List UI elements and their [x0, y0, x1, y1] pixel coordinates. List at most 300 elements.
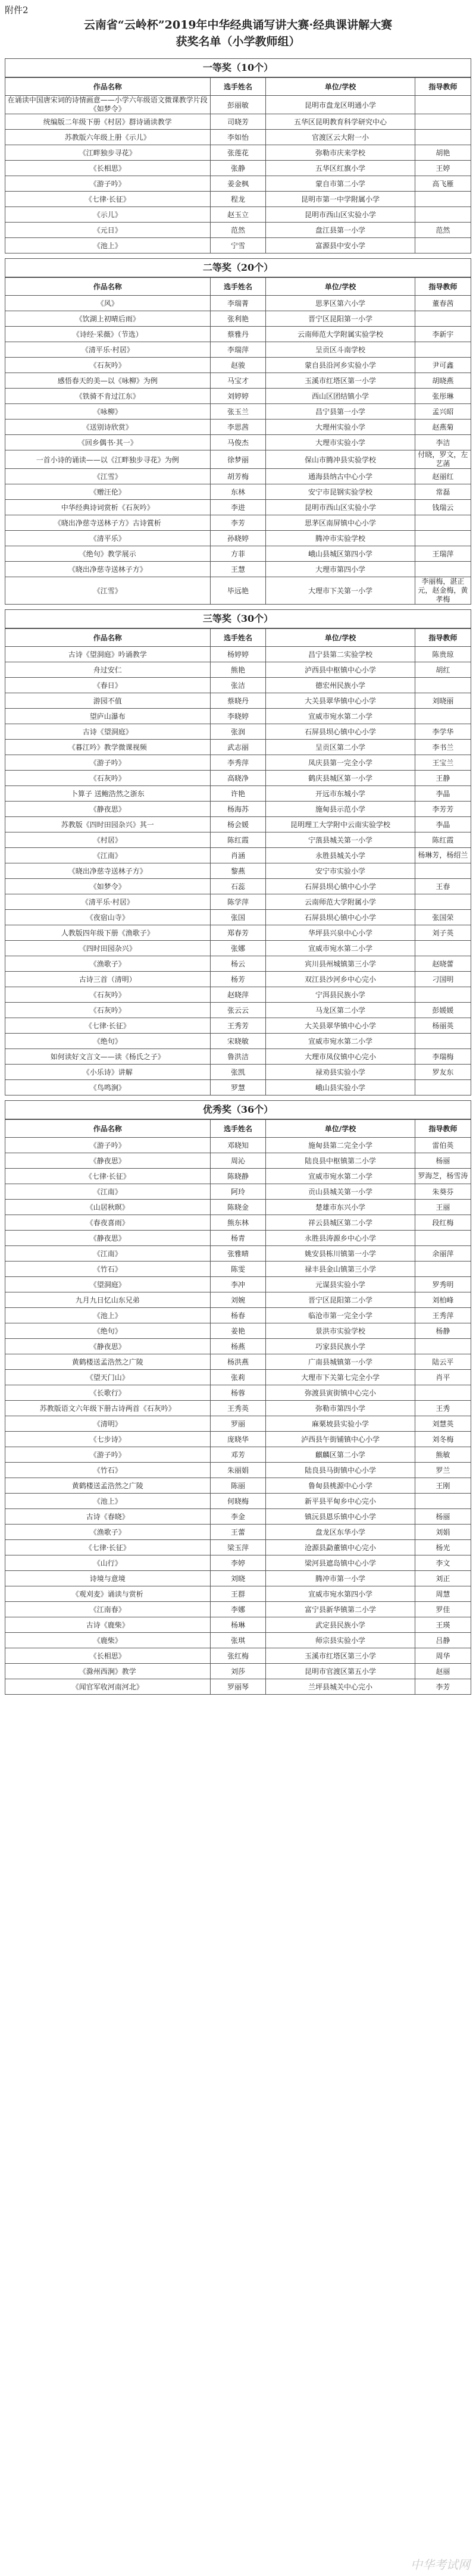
table-row — [5, 1494, 471, 1509]
contestant-name-cell: 张洁 — [210, 678, 266, 693]
contestant-name-cell: 马宝才 — [210, 373, 266, 389]
advisor-cell: 李书兰 — [415, 740, 471, 755]
contestant-name-cell: 李晓婷 — [210, 709, 266, 724]
work-title-cell: 《绝句》 — [5, 1034, 210, 1049]
award-level-heading: 三等奖（30个） — [5, 610, 471, 628]
contestant-name-cell: 高晓净 — [210, 771, 266, 786]
school-cell: 禄丰县金山镇第三小学 — [266, 1262, 415, 1277]
advisor-cell — [415, 192, 471, 207]
work-title-cell: 《小乐诗》讲解 — [5, 1065, 210, 1080]
table-row — [5, 562, 471, 577]
work-title-cell: 古诗《鹿柴》 — [5, 1617, 210, 1633]
advisor-cell — [415, 311, 471, 327]
advisor-cell: 李晶 — [415, 817, 471, 832]
school-cell: 元谋县实验小学 — [266, 1277, 415, 1292]
advisor-cell — [415, 987, 471, 1003]
school-cell: 安宁市昆钢实验学校 — [266, 484, 415, 500]
table-row — [5, 577, 471, 605]
table-row — [5, 832, 471, 848]
award-table — [5, 277, 471, 605]
work-title-cell: 《绝句》 — [5, 1323, 210, 1339]
school-cell: 弥勒市第四小学 — [266, 1401, 415, 1416]
table-row — [5, 1308, 471, 1323]
contestant-name-cell: 朱丽娟 — [210, 1463, 266, 1478]
contestant-name-cell: 杨婷婷 — [210, 647, 266, 662]
advisor-cell: 王秀萍 — [415, 1308, 471, 1323]
contestant-name-cell: 杨青 — [210, 1231, 266, 1246]
school-cell: 鹤庆县城区第一小学 — [266, 771, 415, 786]
table-row — [5, 678, 471, 693]
advisor-cell: 李晶 — [415, 786, 471, 802]
school-cell: 思茅区第六小学 — [266, 296, 415, 311]
advisor-cell: 张彤琳 — [415, 389, 471, 404]
table-row — [5, 145, 471, 161]
advisor-cell: 王秀 — [415, 1401, 471, 1416]
contestant-name-cell: 鲁洪洁 — [210, 1049, 266, 1065]
contestant-name-cell: 徐梦丽 — [210, 450, 266, 469]
contestant-name-cell: 杨云 — [210, 956, 266, 972]
advisor-cell: 李洁 — [415, 435, 471, 450]
advisor-cell: 罗兰 — [415, 1463, 471, 1478]
school-cell: 祥云县城区第二小学 — [266, 1215, 415, 1231]
advisor-cell — [415, 678, 471, 693]
work-title-cell: 《夜宿山寺》 — [5, 910, 210, 925]
contestant-name-cell: 熊艳 — [210, 662, 266, 678]
work-title-cell: 《池上》 — [5, 238, 210, 253]
school-cell: 陆良县中枢镇第二小学 — [266, 1153, 415, 1169]
school-cell: 五华区昆明教育科学研究中心 — [266, 114, 415, 130]
table-row — [5, 1385, 471, 1401]
table-row — [5, 450, 471, 469]
school-cell: 蒙自县沿河乡实验小学 — [266, 358, 415, 373]
table-row — [5, 941, 471, 956]
contestant-name-cell: 姜艳 — [210, 1323, 266, 1339]
table-row — [5, 848, 471, 863]
advisor-cell: 刘晓丽 — [415, 693, 471, 709]
work-title-cell: 《七律·长征》 — [5, 1169, 210, 1184]
work-title-cell: 《游子吟》 — [5, 176, 210, 192]
advisor-cell: 赵晓蕾 — [415, 956, 471, 972]
award-level-heading: 优秀奖（36个） — [5, 1101, 471, 1119]
table-row — [5, 1339, 471, 1354]
award-section — [5, 58, 471, 253]
school-cell: 蒙自市第二小学 — [266, 176, 415, 192]
contestant-name-cell: 李金 — [210, 1509, 266, 1525]
contestant-name-cell: 邓芳 — [210, 1447, 266, 1463]
contestant-name-cell: 陈晓静 — [210, 1169, 266, 1184]
work-title-cell: 舟过安仁 — [5, 662, 210, 678]
contestant-name-cell: 张静 — [210, 161, 266, 176]
school-cell: 宁洱县民族小学 — [266, 987, 415, 1003]
attachment-label: 附件2 — [5, 5, 29, 15]
award-sections — [5, 58, 471, 1695]
work-title-cell: 《鹿柴》 — [5, 1633, 210, 1648]
work-title-cell: 《池上》 — [5, 1308, 210, 1323]
advisor-cell — [415, 1231, 471, 1246]
school-cell: 思茅区南屏镇中心小学 — [266, 515, 415, 531]
school-cell: 大理市凤仪镇中心完小 — [266, 1049, 415, 1065]
table-row — [5, 1463, 471, 1478]
work-title-cell: 《静夜思》 — [5, 1231, 210, 1246]
work-title-cell: 《晓出净慈寺送林子方》 — [5, 562, 210, 577]
table-row — [5, 1416, 471, 1432]
award-section — [5, 609, 471, 1095]
school-cell: 昆明市西山区实验小学 — [266, 207, 415, 223]
school-cell: 晋宁区昆阳第二小学 — [266, 1292, 415, 1308]
table-row — [5, 342, 471, 358]
contestant-name-cell: 赵晓萍 — [210, 987, 266, 1003]
advisor-cell: 罗海芝，杨雪涛 — [415, 1169, 471, 1184]
work-title-cell: 《望洞庭》 — [5, 1277, 210, 1292]
contestant-name-cell: 王群 — [210, 1586, 266, 1602]
contestant-name-cell: 宋晓敏 — [210, 1034, 266, 1049]
advisor-cell: 赵丽 — [415, 1664, 471, 1679]
advisor-cell: 熊敏 — [415, 1447, 471, 1463]
column-header: 作品名称 — [5, 278, 210, 296]
table-row — [5, 1080, 471, 1095]
column-header: 单位/学校 — [266, 78, 415, 96]
school-cell: 呈贡区第二小学 — [266, 740, 415, 755]
table-row — [5, 1262, 471, 1277]
work-title-cell: 《游子吟》 — [5, 1138, 210, 1153]
contestant-name-cell: 李娜 — [210, 1602, 266, 1617]
work-title-cell: 《七律·长征》 — [5, 1018, 210, 1034]
contestant-name-cell: 张红梅 — [210, 1648, 266, 1664]
work-title-cell: 望庐山瀑布 — [5, 709, 210, 724]
school-cell: 宣威市宛水第二小学 — [266, 1169, 415, 1184]
school-cell: 师宗县实验小学 — [266, 1633, 415, 1648]
contestant-name-cell: 蔡晓丹 — [210, 693, 266, 709]
work-title-cell: 《鸟鸣涧》 — [5, 1080, 210, 1095]
contestant-name-cell: 杨洪燕 — [210, 1354, 266, 1370]
advisor-cell: 杨静 — [415, 1323, 471, 1339]
table-row — [5, 207, 471, 223]
award-level-heading: 一等奖（10个） — [5, 59, 471, 77]
advisor-cell: 朱葵芬 — [415, 1184, 471, 1200]
advisor-cell: 李瑞梅 — [415, 1049, 471, 1065]
work-title-cell: 《江南春》 — [5, 1602, 210, 1617]
advisor-cell — [415, 1080, 471, 1095]
advisor-cell — [415, 1494, 471, 1509]
work-title-cell: 《山居秋暝》 — [5, 1200, 210, 1215]
table-row — [5, 296, 471, 311]
advisor-cell: 吕静 — [415, 1633, 471, 1648]
work-title-cell: 《绝句》教学展示 — [5, 546, 210, 562]
advisor-cell — [415, 894, 471, 910]
contestant-name-cell: 杨琳 — [210, 1617, 266, 1633]
table-row — [5, 327, 471, 342]
work-title-cell: 苏教版六年级上册《示儿》 — [5, 130, 210, 145]
contestant-name-cell: 孙晓婷 — [210, 531, 266, 546]
work-title-cell: 《晓出净慈寺送林子方》古诗賞析 — [5, 515, 210, 531]
table-row — [5, 786, 471, 802]
contestant-name-cell: 李秀萍 — [210, 755, 266, 771]
column-header: 作品名称 — [5, 629, 210, 647]
table-row — [5, 192, 471, 207]
work-title-cell: 《竹石》 — [5, 1463, 210, 1478]
contestant-name-cell: 胡芳梅 — [210, 469, 266, 484]
school-cell: 呈贡区斗南学校 — [266, 342, 415, 358]
school-cell: 德宏州民族小学 — [266, 678, 415, 693]
school-cell: 大关县翠华镇中心小学 — [266, 693, 415, 709]
contestant-name-cell: 陈晓金 — [210, 1200, 266, 1215]
school-cell: 贡山县城关第一小学 — [266, 1184, 415, 1200]
advisor-cell: 雷伯英 — [415, 1138, 471, 1153]
table-row — [5, 1447, 471, 1463]
contestant-name-cell: 李思茜 — [210, 420, 266, 435]
advisor-cell: 李文 — [415, 1555, 471, 1571]
school-cell: 武定县民族小学 — [266, 1617, 415, 1633]
contestant-name-cell: 李如怡 — [210, 130, 266, 145]
advisor-cell: 钱瑞云 — [415, 500, 471, 515]
advisor-cell: 杨丽 — [415, 1153, 471, 1169]
contestant-name-cell: 东林 — [210, 484, 266, 500]
advisor-cell: 余丽萍 — [415, 1246, 471, 1262]
table-row — [5, 1664, 471, 1679]
advisor-cell — [415, 562, 471, 577]
table-row — [5, 1648, 471, 1664]
award-level-heading: 二等奖（20个） — [5, 259, 471, 277]
contestant-name-cell: 刘婷婷 — [210, 389, 266, 404]
contestant-name-cell: 张玉兰 — [210, 404, 266, 420]
work-title-cell: 《长相思》 — [5, 1648, 210, 1664]
table-row — [5, 1292, 471, 1308]
school-cell: 昆明市盘龙区明通小学 — [266, 96, 415, 114]
contestant-name-cell: 彭丽敏 — [210, 96, 266, 114]
advisor-cell: 刘正 — [415, 1571, 471, 1586]
advisor-cell — [415, 1034, 471, 1049]
school-cell: 宾川县州城镇第三小学 — [266, 956, 415, 972]
work-title-cell: 《赠汪伦》 — [5, 484, 210, 500]
advisor-cell: 肖平 — [415, 1370, 471, 1385]
contestant-name-cell: 赵骏 — [210, 358, 266, 373]
table-row — [5, 1633, 471, 1648]
work-title-cell: 《风》 — [5, 296, 210, 311]
column-header: 单位/学校 — [266, 1120, 415, 1138]
advisor-cell: 刘娟 — [415, 1525, 471, 1540]
table-row — [5, 435, 471, 450]
table-row — [5, 1540, 471, 1555]
school-cell: 麒麟区第二小学 — [266, 1447, 415, 1463]
school-cell: 昆明市官渡区第五小学 — [266, 1664, 415, 1679]
school-cell: 石屏县坝心镇中心小学 — [266, 724, 415, 740]
document-subtitle: 获奖名单（小学教师组） — [176, 35, 300, 48]
contestant-name-cell: 李瑞萍 — [210, 342, 266, 358]
work-title-cell: 《游子吟》 — [5, 1447, 210, 1463]
contestant-name-cell: 赵玉立 — [210, 207, 266, 223]
contestant-name-cell: 杨芳 — [210, 972, 266, 987]
table-row — [5, 1525, 471, 1540]
school-cell: 临沧市第一完全小学 — [266, 1308, 415, 1323]
table-row — [5, 515, 471, 531]
advisor-cell: 周华 — [415, 1648, 471, 1664]
school-cell: 禄劝县实验小学 — [266, 1065, 415, 1080]
work-title-cell: 《示儿》 — [5, 207, 210, 223]
contestant-name-cell: 张利艳 — [210, 311, 266, 327]
advisor-cell — [415, 531, 471, 546]
table-row — [5, 1602, 471, 1617]
work-title-cell: 《四时田园杂兴》 — [5, 941, 210, 956]
work-title-cell: 《村居》 — [5, 832, 210, 848]
advisor-cell: 范然 — [415, 223, 471, 238]
table-row — [5, 1215, 471, 1231]
advisor-cell: 罗友东 — [415, 1065, 471, 1080]
advisor-cell: 李芳芳 — [415, 802, 471, 817]
work-title-cell: 《长歌行》 — [5, 1385, 210, 1401]
school-cell: 凤庆县第一完全小学 — [266, 755, 415, 771]
advisor-cell: 罗佳 — [415, 1602, 471, 1617]
contestant-name-cell: 司晓芳 — [210, 114, 266, 130]
table-row — [5, 1277, 471, 1292]
table-row — [5, 114, 471, 130]
column-header: 指导教师 — [415, 1120, 471, 1138]
document-title: 云南省“云岭杯”2019年中华经典诵写讲大赛·经典课讲解大赛 — [83, 18, 393, 32]
advisor-cell: 赵丽红 — [415, 469, 471, 484]
table-row — [5, 662, 471, 678]
advisor-cell: 胡红 — [415, 662, 471, 678]
table-row — [5, 1049, 471, 1065]
work-title-cell: 《清平乐》 — [5, 531, 210, 546]
table-row — [5, 1354, 471, 1370]
work-title-cell: 《七律·长征》 — [5, 1540, 210, 1555]
site-watermark: 中华考试网 — [411, 2558, 470, 2572]
school-cell: 大理市下关第一小学 — [266, 577, 415, 605]
school-cell: 宁蒗县城关第一小学 — [266, 832, 415, 848]
column-header: 指导教师 — [415, 278, 471, 296]
work-title-cell: 古诗三首（清明） — [5, 972, 210, 987]
advisor-cell — [415, 114, 471, 130]
work-title-cell: 《晓出净慈寺送林子方》 — [5, 863, 210, 879]
column-header: 指导教师 — [415, 629, 471, 647]
work-title-cell: 《如梦令》 — [5, 879, 210, 894]
school-cell: 石屏县坝心镇中心小学 — [266, 910, 415, 925]
school-cell: 西山区团结镇小学 — [266, 389, 415, 404]
column-header: 作品名称 — [5, 1120, 210, 1138]
school-cell: 玉溪市红塔区第三小学 — [266, 1648, 415, 1664]
contestant-name-cell: 杨海苏 — [210, 802, 266, 817]
contestant-name-cell: 姜金枫 — [210, 176, 266, 192]
table-row — [5, 1231, 471, 1246]
advisor-cell: 王刚 — [415, 1478, 471, 1494]
advisor-cell: 王瑛 — [415, 1617, 471, 1633]
work-title-cell: 《江南》 — [5, 1184, 210, 1200]
contestant-name-cell: 黎燕 — [210, 863, 266, 879]
table-row — [5, 1169, 471, 1184]
award-table — [5, 1119, 471, 1695]
work-title-cell: 黄鹤楼送孟浩然之广陵 — [5, 1478, 210, 1494]
work-title-cell: 《江雪》 — [5, 469, 210, 484]
table-row — [5, 1401, 471, 1416]
work-title-cell: 《铁骑不肯过江东》 — [5, 389, 210, 404]
school-cell: 大理市下关第七完全小学 — [266, 1370, 415, 1385]
school-cell: 兰坪县城关中心完小 — [266, 1679, 415, 1695]
work-title-cell: 《江南》 — [5, 1246, 210, 1262]
school-cell: 腾冲市实验学校 — [266, 531, 415, 546]
work-title-cell: 《饮湖上初晴后雨》 — [5, 311, 210, 327]
work-title-cell: 《池上》 — [5, 1494, 210, 1509]
advisor-cell: 刘慧英 — [415, 1416, 471, 1432]
school-cell: 广南县城镇第一小学 — [266, 1354, 415, 1370]
school-cell: 晋宁区昆阳第一小学 — [266, 311, 415, 327]
school-cell: 施甸县第二完全小学 — [266, 1138, 415, 1153]
table-row — [5, 176, 471, 192]
table-row — [5, 1138, 471, 1153]
advisor-cell: 胡晓燕 — [415, 373, 471, 389]
table-row — [5, 647, 471, 662]
table-row — [5, 420, 471, 435]
contestant-name-cell: 郑春芳 — [210, 925, 266, 941]
advisor-cell: 王婷 — [415, 161, 471, 176]
column-header: 单位/学校 — [266, 278, 415, 296]
advisor-cell: 赵燕菊 — [415, 420, 471, 435]
school-cell: 大理市第四小学 — [266, 562, 415, 577]
advisor-cell: 刁国明 — [415, 972, 471, 987]
work-title-cell: 古诗《望洞庭》 — [5, 724, 210, 740]
school-cell: 永胜县涛源乡中心小学 — [266, 1231, 415, 1246]
contestant-name-cell: 王慧 — [210, 562, 266, 577]
table-row — [5, 311, 471, 327]
school-cell: 施甸县示范小学 — [266, 802, 415, 817]
work-title-cell: 《渔歌子》 — [5, 1525, 210, 1540]
table-row — [5, 693, 471, 709]
school-cell: 安宁市实验小学 — [266, 863, 415, 879]
advisor-cell — [415, 1262, 471, 1277]
contestant-name-cell: 蔡雅丹 — [210, 327, 266, 342]
contestant-name-cell: 何晓梅 — [210, 1494, 266, 1509]
school-cell: 景洪市实验学校 — [266, 1323, 415, 1339]
advisor-cell: 罗秀明 — [415, 1277, 471, 1292]
advisor-cell: 王春 — [415, 879, 471, 894]
school-cell: 云南师范大学附属小学 — [266, 894, 415, 910]
contestant-name-cell: 陈丽 — [210, 1478, 266, 1494]
contestant-name-cell: 刘莎 — [210, 1664, 266, 1679]
school-cell: 盘江县第一小学 — [266, 223, 415, 238]
work-title-cell: 黄鹤楼送孟浩然之广陵 — [5, 1354, 210, 1370]
table-row — [5, 1034, 471, 1049]
table-row — [5, 1586, 471, 1602]
school-cell: 大关县翠华镇中心小学 — [266, 1018, 415, 1034]
school-cell: 宣威市宛水第四小学 — [266, 1586, 415, 1602]
work-title-cell: 感悟春天的美—以《咏柳》为例 — [5, 373, 210, 389]
work-title-cell: 《诗经·采薇》（节选） — [5, 327, 210, 342]
contestant-name-cell: 毕远艳 — [210, 577, 266, 605]
column-header: 选手姓名 — [210, 278, 266, 296]
work-title-cell: 《竹石》 — [5, 1262, 210, 1277]
work-title-cell: 《石灰吟》 — [5, 358, 210, 373]
advisor-cell: 董春茜 — [415, 296, 471, 311]
table-header-row — [5, 78, 471, 96]
school-cell: 昆明市第一中学附属小学 — [266, 192, 415, 207]
school-cell: 腾冲市第一小学 — [266, 1571, 415, 1586]
contestant-name-cell: 邓晓知 — [210, 1138, 266, 1153]
contestant-name-cell: 陈学萍 — [210, 894, 266, 910]
contestant-name-cell: 李婷 — [210, 1555, 266, 1571]
work-title-cell: 在诵读中国唐宋词的诗情画意——小学六年级语文微课教学片段《如梦令》 — [5, 96, 210, 114]
contestant-name-cell: 张莉 — [210, 1370, 266, 1385]
contestant-name-cell: 肖涵 — [210, 848, 266, 863]
table-row — [5, 469, 471, 484]
award-table — [5, 628, 471, 1095]
school-cell: 玉溪市红塔区第一小学 — [266, 373, 415, 389]
table-row — [5, 373, 471, 389]
work-title-cell: 《石灰吟》 — [5, 1003, 210, 1018]
work-title-cell: 《清平乐·村居》 — [5, 894, 210, 910]
work-title-cell: 《元日》 — [5, 223, 210, 238]
contestant-name-cell: 张琪 — [210, 1633, 266, 1648]
school-cell: 鲁甸县桃源中心小学 — [266, 1478, 415, 1494]
table-row — [5, 1153, 471, 1169]
column-header: 单位/学校 — [266, 629, 415, 647]
